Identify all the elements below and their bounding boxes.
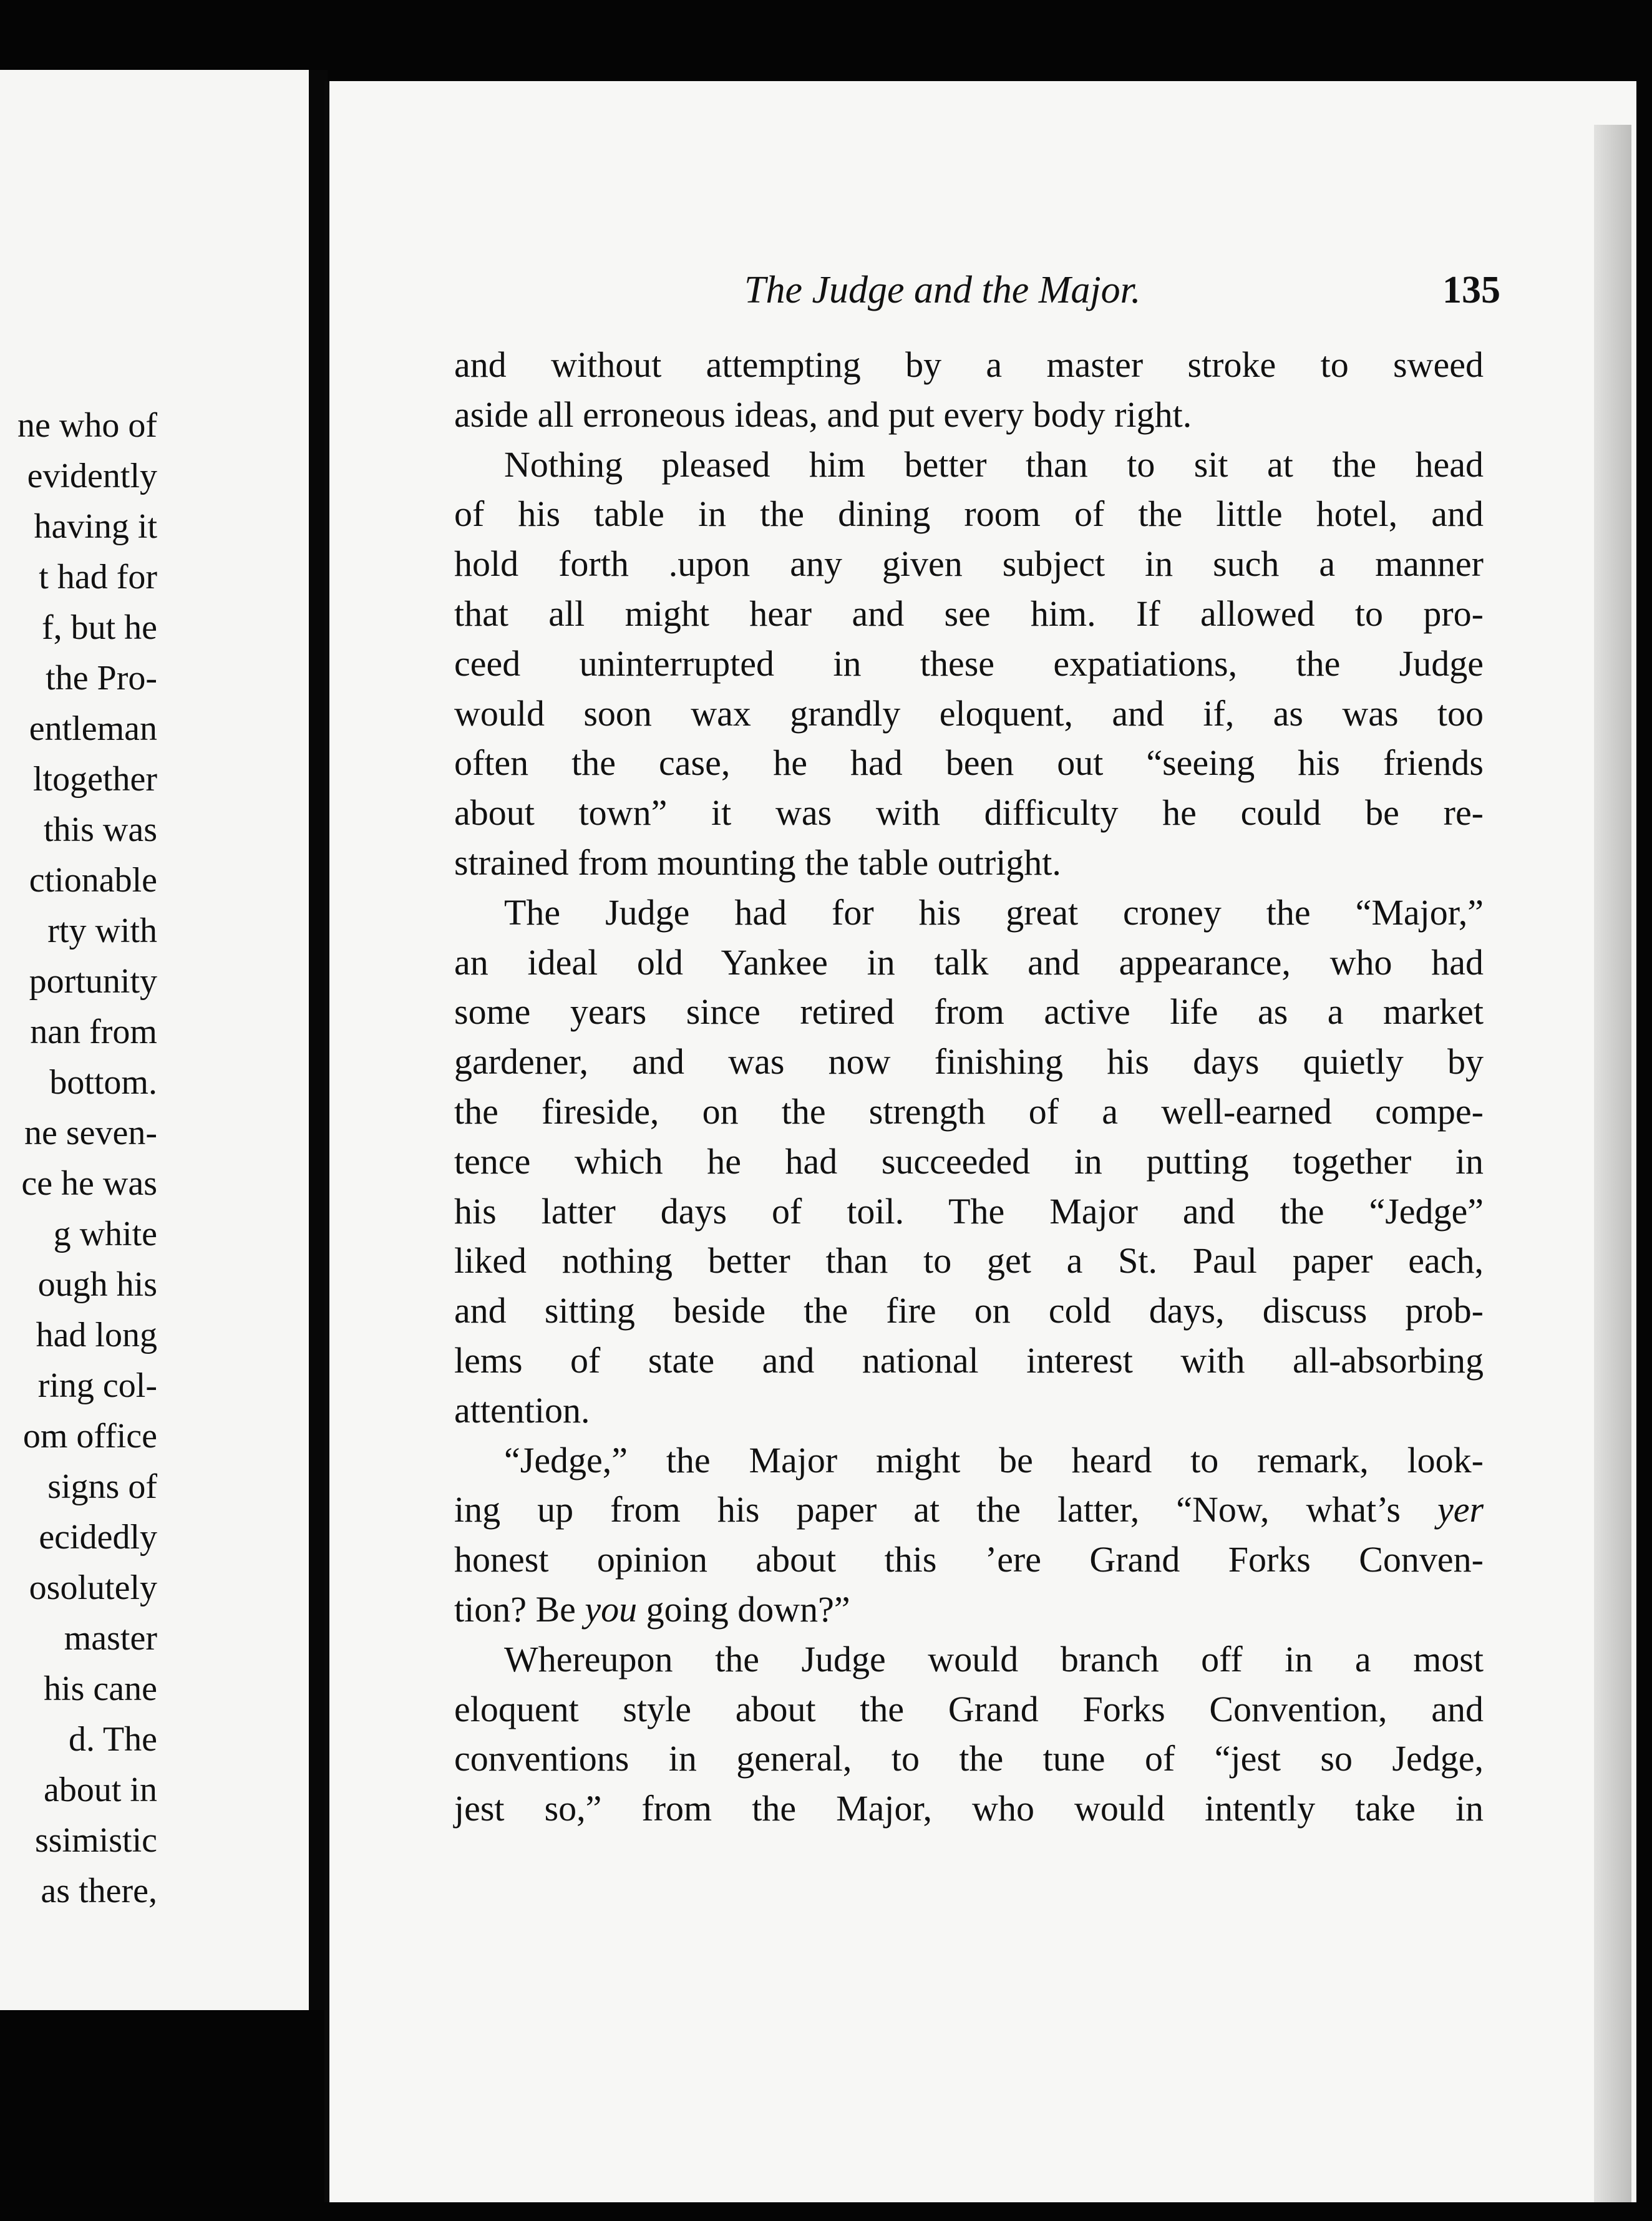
left-page-line: rty with	[47, 911, 157, 950]
text-line	[454, 1585, 1484, 1635]
text-line-content: conventions in general, to the tune of “jest so Jedge,	[454, 1738, 1484, 1779]
left-page-line: ne who of	[17, 406, 157, 445]
text-line-content: aside all erroneous ideas, and put every body right.	[454, 394, 1192, 435]
text-line	[454, 440, 1484, 490]
italic-word: you	[585, 1588, 638, 1630]
running-head	[329, 268, 1636, 331]
left-page-line: ring col-	[37, 1366, 157, 1405]
text-line-content: some years since retired from active life as a market	[454, 991, 1484, 1033]
body-text	[454, 340, 1484, 1834]
left-page-line: entleman	[29, 709, 157, 748]
page-number: 135	[1442, 269, 1500, 311]
text-line-content: Whereupon the Judge would branch off in a most	[504, 1638, 1484, 1679]
text-line	[454, 589, 1484, 639]
text-line-content: attention.	[454, 1389, 590, 1431]
left-page-line: ce he was	[21, 1164, 157, 1203]
text-line-content: would soon wax grandly eloquent, and if, as was too	[454, 693, 1484, 734]
left-page-line: ssimistic	[34, 1821, 157, 1860]
left-page-line: evidently	[27, 457, 157, 495]
text-line	[454, 390, 1484, 440]
text-line	[454, 539, 1484, 589]
text-line-content: going down?”	[646, 1588, 850, 1630]
left-page-line: t had for	[39, 558, 157, 596]
left-page-line: portunity	[29, 962, 157, 1001]
text-line-content: lems of state and national interest with all-absorbing	[454, 1339, 1484, 1381]
text-line-content: hold forth .upon any given subject in such a manner	[454, 543, 1484, 585]
text-line-content: strained from mounting the table outright.	[454, 842, 1061, 883]
text-line	[454, 1485, 1484, 1535]
text-line	[454, 838, 1484, 888]
text-line-content: liked nothing better than to get a St. Paul paper each,	[454, 1240, 1484, 1281]
italic-word: yer	[1437, 1489, 1484, 1530]
text-line	[454, 1436, 1484, 1485]
text-line-content: ing up from his paper at the latter, “Now, what’s	[454, 1489, 1401, 1530]
text-line-content: the fireside, on the strength of a well-earned compe-	[454, 1091, 1484, 1132]
text-line	[454, 639, 1484, 689]
text-line	[454, 938, 1484, 988]
left-page-line: ecidedly	[39, 1518, 157, 1557]
left-page-line: nan from	[30, 1013, 157, 1051]
right-page	[324, 81, 1636, 2202]
running-title: The Judge and the Major.	[744, 269, 1141, 311]
left-page-line: having it	[34, 507, 157, 546]
text-line-content: “Jedge,” the Major might be heard to remark, look-	[504, 1439, 1484, 1480]
text-line	[454, 1336, 1484, 1386]
text-line	[454, 1187, 1484, 1237]
text-line	[454, 738, 1484, 788]
text-line-content: and without attempting by a master stroke to sweed	[454, 344, 1484, 385]
text-line-content: Nothing pleased him better than to sit at the head	[504, 444, 1484, 485]
text-line-content: tion? Be	[454, 1588, 576, 1630]
text-line	[454, 489, 1484, 539]
text-line-content: eloquent style about the Grand Forks Convention, and	[454, 1688, 1484, 1729]
text-line	[454, 1684, 1484, 1734]
text-line-content: about town” it was with difficulty he could be re-	[454, 792, 1484, 833]
left-page-line: had long	[36, 1316, 157, 1354]
text-line	[454, 340, 1484, 390]
text-line	[454, 1535, 1484, 1585]
text-line-content: and sitting beside the fire on cold days, discuss prob-	[454, 1290, 1484, 1331]
text-line	[454, 788, 1484, 838]
text-line-content: honest opinion about this ’ere Grand Forks Conven-	[454, 1539, 1484, 1580]
left-page-line: the Pro-	[46, 659, 157, 697]
text-line-content: gardener, and was now finishing his days quietly by	[454, 1041, 1484, 1082]
left-page-line: ltogether	[32, 760, 157, 799]
text-line	[454, 689, 1484, 739]
text-line	[454, 1137, 1484, 1187]
left-page-line: om office	[22, 1417, 157, 1456]
text-line	[454, 888, 1484, 938]
left-page-line: g white	[53, 1215, 157, 1253]
left-page-line: about in	[44, 1771, 157, 1809]
left-page-line: as there,	[41, 1872, 157, 1910]
text-line-content: tence which he had succeeded in putting together in	[454, 1140, 1484, 1182]
text-line	[454, 1386, 1484, 1436]
text-line-content: of his table in the dining room of the little hotel, and	[454, 493, 1484, 535]
left-page	[0, 70, 309, 2010]
left-page-line: bottom.	[49, 1063, 157, 1102]
left-page-line: ne seven-	[24, 1114, 157, 1152]
left-page-line: osolutely	[29, 1568, 157, 1607]
left-page-line: his cane	[44, 1669, 157, 1708]
left-page-line: this was	[44, 810, 157, 849]
left-page-text	[17, 401, 157, 1917]
left-page-line: ough his	[37, 1265, 157, 1304]
text-line-content: ceed uninterrupted in these expatiations, the Judge	[454, 643, 1484, 684]
text-line	[454, 1236, 1484, 1286]
page-edge	[1594, 125, 1631, 2202]
left-page-line: ctionable	[29, 861, 157, 900]
left-page-line: d. The	[68, 1720, 157, 1759]
text-line-content: his latter days of toil. The Major and the “Jedge”	[454, 1190, 1484, 1232]
text-line-content: often the case, he had been out “seeing his friends	[454, 742, 1484, 784]
left-page-line: signs of	[47, 1467, 157, 1506]
text-line	[454, 1286, 1484, 1336]
text-line-content: The Judge had for his great croney the “Major,”	[504, 892, 1484, 933]
text-line	[454, 1037, 1484, 1087]
text-line-content: jest so,” from the Major, who would intently take in	[454, 1788, 1484, 1829]
text-line	[454, 1087, 1484, 1137]
text-line-content: that all might hear and see him. If allowed to pro-	[454, 593, 1484, 634]
left-page-line: f, but he	[41, 608, 157, 647]
text-line	[454, 1734, 1484, 1784]
left-page-line: master	[64, 1619, 157, 1658]
text-line-content: an ideal old Yankee in talk and appearance, who had	[454, 941, 1484, 983]
text-line	[454, 987, 1484, 1037]
text-line	[454, 1635, 1484, 1684]
text-line	[454, 1784, 1484, 1834]
